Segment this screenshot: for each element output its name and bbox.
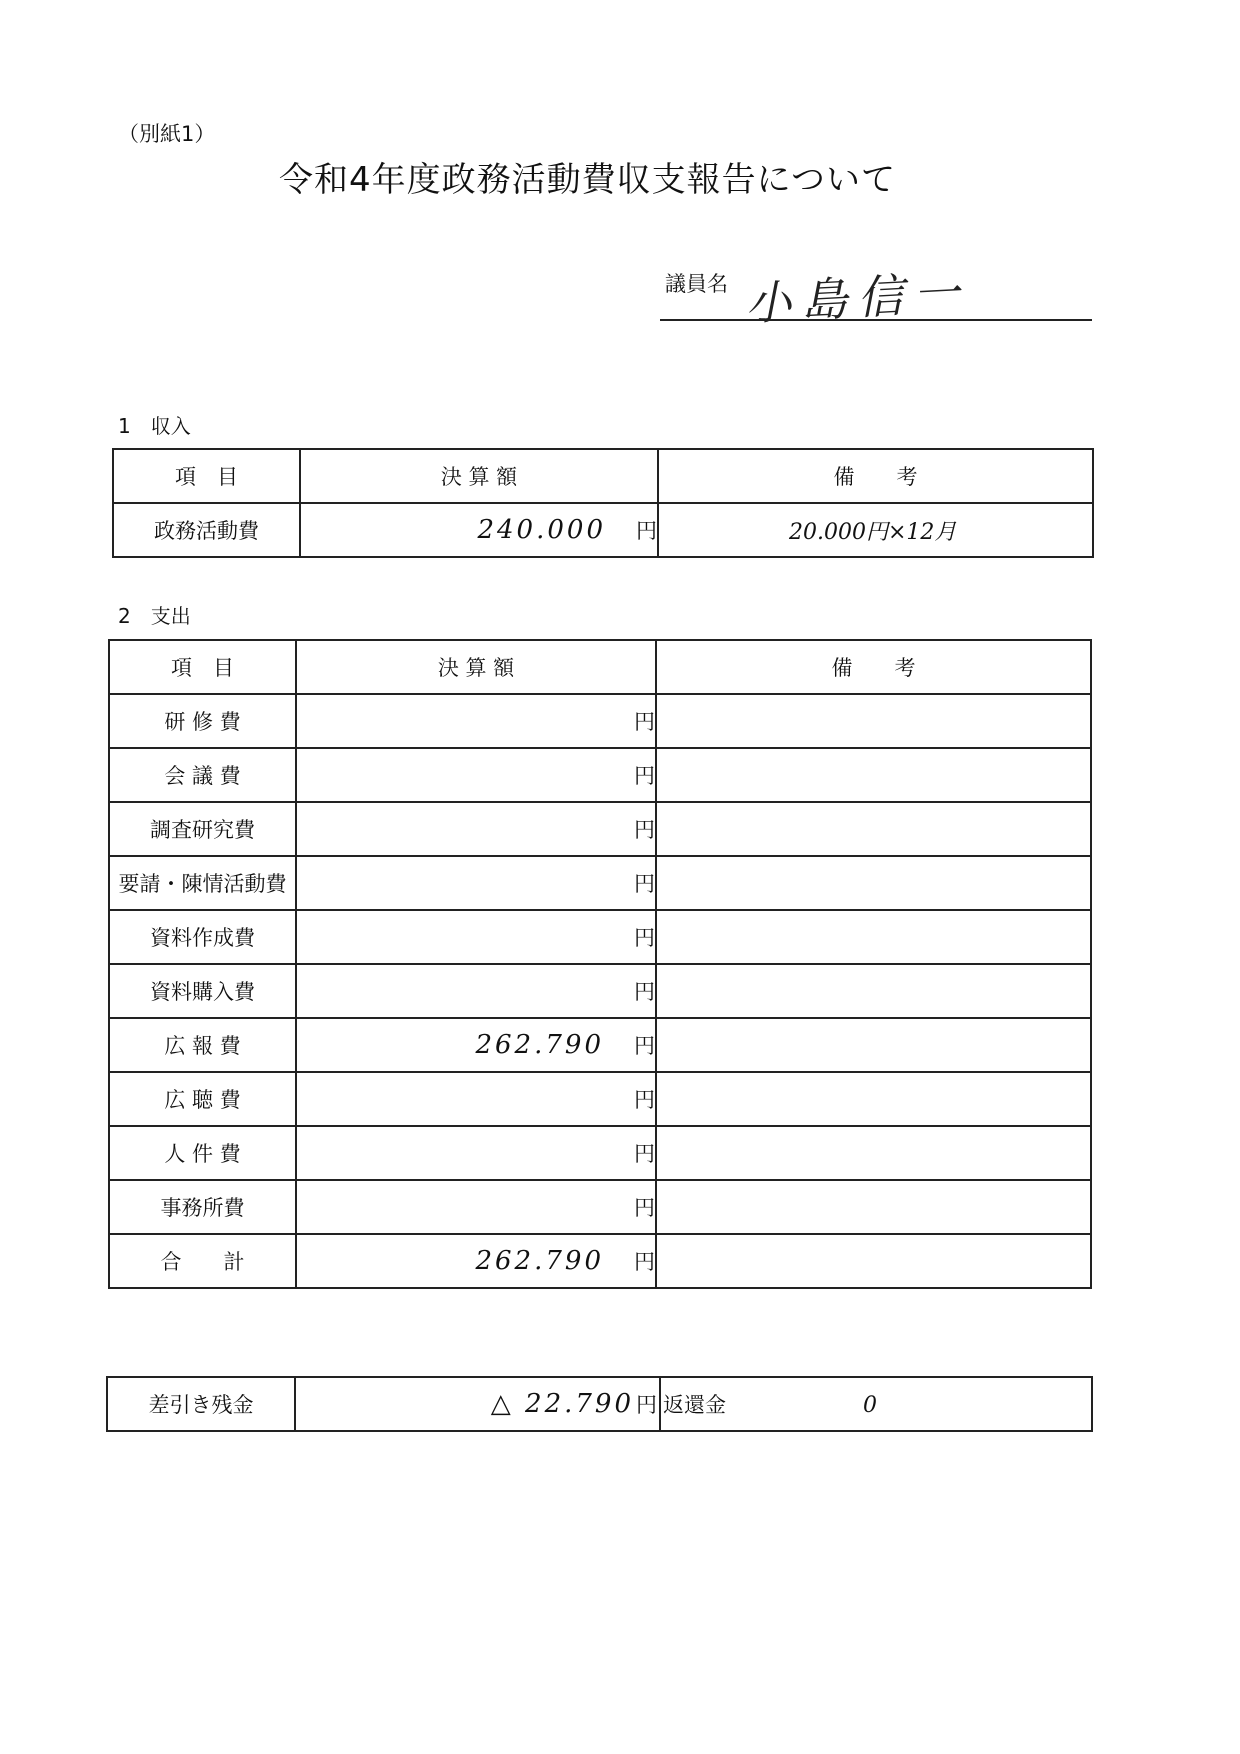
- income-header-item: 項 目: [113, 449, 300, 503]
- expense-item: 会 議 費: [109, 748, 296, 802]
- expense-remarks: [656, 1072, 1091, 1126]
- table-row: [109, 964, 1091, 1018]
- expense-item: 広 報 費: [109, 1018, 296, 1072]
- income-amount: 240.000: [477, 515, 606, 545]
- attachment-label: （別紙1）: [118, 122, 216, 146]
- refund-cell: [660, 1377, 1092, 1431]
- yen-unit: 円: [636, 519, 657, 543]
- expense-header-amount: 決 算 額: [296, 640, 656, 694]
- yen-unit: 円: [634, 980, 655, 1004]
- income-remarks: 20.000円×12月: [789, 519, 957, 545]
- balance-amount-cell: [295, 1377, 660, 1431]
- expense-remarks: [656, 1126, 1091, 1180]
- refund-label: 返還金: [663, 1393, 726, 1417]
- expense-amount-cell: [296, 694, 656, 748]
- table-row: [109, 1180, 1091, 1234]
- expense-amount-cell: [296, 1072, 656, 1126]
- expense-amount-cell: [296, 910, 656, 964]
- expense-item: 事務所費: [109, 1180, 296, 1234]
- table-row: [109, 748, 1091, 802]
- expense-item: 研 修 費: [109, 694, 296, 748]
- table-row: [109, 802, 1091, 856]
- expense-remarks: [656, 856, 1091, 910]
- member-signature: 小島信一: [743, 265, 971, 331]
- expense-amount-cell: [296, 748, 656, 802]
- expense-amount-cell: [296, 1018, 656, 1072]
- expense-amount-cell: [296, 802, 656, 856]
- yen-unit: 円: [634, 1034, 655, 1058]
- income-amount-cell: [300, 503, 658, 557]
- yen-unit: 円: [634, 1250, 655, 1274]
- expense-header-row: [109, 640, 1091, 694]
- expense-remarks: [656, 694, 1091, 748]
- expense-total-amount: 262.790: [475, 1246, 604, 1276]
- expense-amount-cell: [296, 1180, 656, 1234]
- page-title: 令和4年度政務活動費収支報告について: [279, 160, 896, 200]
- expense-item: 資料作成費: [109, 910, 296, 964]
- table-row: [109, 694, 1091, 748]
- balance-row: [107, 1377, 1092, 1431]
- balance-amount: △ 22.790: [490, 1389, 634, 1419]
- expense-header-item: 項 目: [109, 640, 296, 694]
- expense-total-label: 合 計: [109, 1234, 296, 1288]
- expense-remarks: [656, 964, 1091, 1018]
- balance-label: 差引き残金: [107, 1377, 295, 1431]
- refund-value: 0: [863, 1393, 877, 1418]
- expense-remarks: [656, 802, 1091, 856]
- expense-amount-cell: [296, 1126, 656, 1180]
- yen-unit: 円: [636, 1393, 657, 1417]
- table-row: [109, 856, 1091, 910]
- income-header-amount: 決 算 額: [300, 449, 658, 503]
- yen-unit: 円: [634, 1088, 655, 1112]
- signature-line: [660, 319, 1092, 321]
- income-header-row: [113, 449, 1093, 503]
- expense-amount-cell: [296, 964, 656, 1018]
- expense-item: 人 件 費: [109, 1126, 296, 1180]
- table-row: [109, 1018, 1091, 1072]
- expense-item: 資料購入費: [109, 964, 296, 1018]
- expense-amount: 262.790: [475, 1030, 604, 1060]
- yen-unit: 円: [634, 872, 655, 896]
- yen-unit: 円: [634, 818, 655, 842]
- expense-header-remarks: 備 考: [656, 640, 1091, 694]
- expense-remarks: [656, 748, 1091, 802]
- table-row: [109, 1126, 1091, 1180]
- expense-item: 要請・陳情活動費: [109, 856, 296, 910]
- expense-item: 広 聴 費: [109, 1072, 296, 1126]
- income-item: 政務活動費: [113, 503, 300, 557]
- expense-remarks: [656, 910, 1091, 964]
- table-row: [113, 503, 1093, 557]
- member-name-label: 議員名: [665, 272, 728, 296]
- table-row: [109, 1072, 1091, 1126]
- expense-section-title: 2 支出: [118, 604, 191, 628]
- expense-amount-cell: [296, 856, 656, 910]
- yen-unit: 円: [634, 764, 655, 788]
- total-row: [109, 1234, 1091, 1288]
- table-row: [109, 910, 1091, 964]
- expense-total-cell: [296, 1234, 656, 1288]
- expense-remarks: [656, 1018, 1091, 1072]
- yen-unit: 円: [634, 1142, 655, 1166]
- expense-remarks: [656, 1234, 1091, 1288]
- income-section-title: 1 収入: [118, 414, 191, 438]
- yen-unit: 円: [634, 926, 655, 950]
- balance-table: [106, 1376, 1093, 1432]
- expense-table: [108, 639, 1092, 1289]
- expense-remarks: [656, 1180, 1091, 1234]
- income-remarks-cell: [658, 503, 1093, 557]
- yen-unit: 円: [634, 710, 655, 734]
- expense-item: 調査研究費: [109, 802, 296, 856]
- income-table: [112, 448, 1094, 558]
- yen-unit: 円: [634, 1196, 655, 1220]
- income-header-remarks: 備 考: [658, 449, 1093, 503]
